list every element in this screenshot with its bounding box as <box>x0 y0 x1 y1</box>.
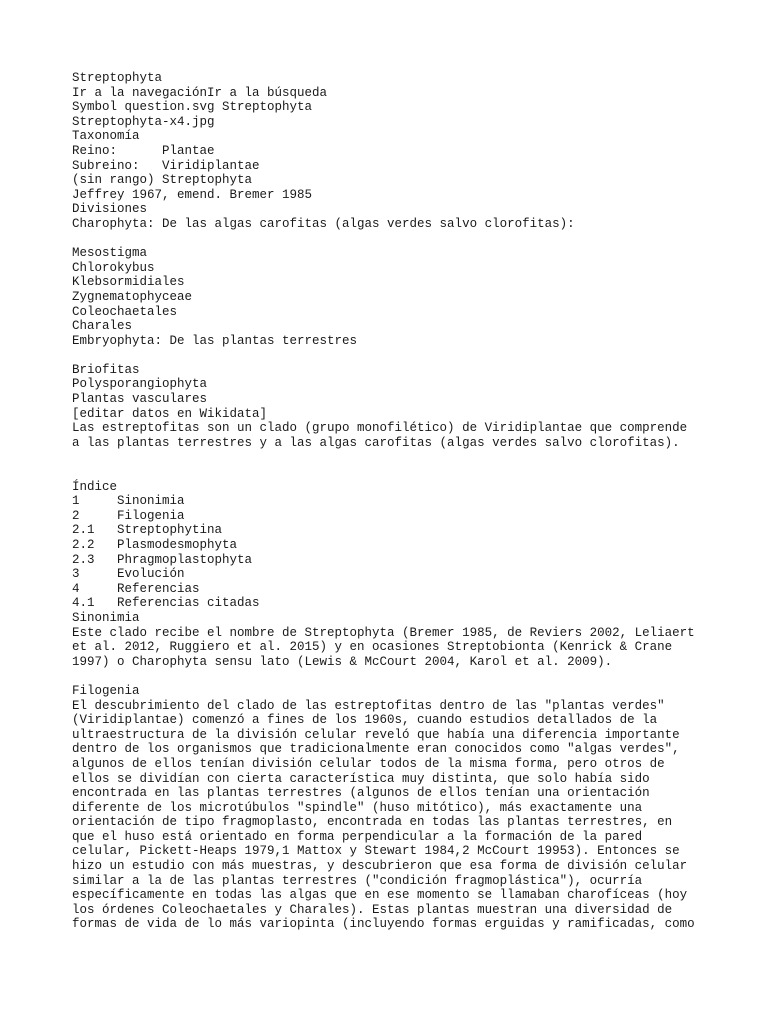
text-line: Polysporangiophyta <box>72 377 208 392</box>
text-line: celular, Pickett-Heaps 1979,1 Mattox y Stewart 1984,2 McCourt 19953). Entonces se <box>72 844 680 859</box>
text-line: Sinonimia <box>72 610 140 625</box>
blank-line <box>72 232 712 247</box>
text-line: Streptophyta <box>72 71 163 85</box>
text-line: Las estreptofitas son un clado (grupo monofilético) de Viridiplantae que comprende <box>72 421 688 436</box>
text-line: Klebsormidiales <box>72 275 185 290</box>
text-line: Este clado recibe el nombre de Streptophyta (Bremer 1985, de Reviers 2002, Leliaert <box>72 625 695 640</box>
text-line: similar a la de las plantas terrestres ("condición fragmoplástica"), ocurría <box>72 873 643 888</box>
text-line: ultraestructura de la división celular reveló que había una diferencia importante <box>72 727 680 742</box>
text-line: que el huso está orientado en forma perpendicular a la formación de la pared <box>72 829 643 844</box>
text-line: 4 Referencias <box>72 581 200 596</box>
text-line: específicamente en todas las algas que en ese momento se llamaban charofíceas (hoy <box>72 888 688 903</box>
text-line: Briofitas <box>72 362 140 377</box>
document-text <box>72 71 712 932</box>
blank-line <box>72 348 712 363</box>
text-line: Divisiones <box>72 202 148 217</box>
text-line: (sin rango) Streptophyta <box>72 173 253 188</box>
text-line: orientación de tipo fragmoplasto, encontrada en todas las plantas terrestres, en <box>72 815 673 830</box>
text-line: 2.3 Phragmoplastophyta <box>72 552 253 567</box>
text-line: dentro de los organismos que tradicionalmente eran conocidos como "algas verdes", <box>72 742 680 757</box>
text-line: El descubrimiento del clado de las estreptofitas dentro de las "plantas verdes" <box>72 698 665 713</box>
text-line: 2.2 Plasmodesmophyta <box>72 538 238 552</box>
blank-line <box>72 465 712 480</box>
text-line: Mesostigma <box>72 246 148 261</box>
text-line: 2 Filogenia <box>72 508 185 523</box>
text-line: Symbol question.svg Streptophyta <box>72 100 313 115</box>
text-line: 1 Sinonimia <box>72 494 185 509</box>
text-line: Coleochaetales <box>72 304 178 319</box>
text-line: Filogenia <box>72 683 140 698</box>
text-line: Embryophyta: De las plantas terrestres <box>72 333 358 348</box>
blank-line <box>72 669 712 684</box>
text-line: ellos se dividían con cierta característica muy distinta, que solo había sido <box>72 771 650 786</box>
text-line: los órdenes Coleochaetales y Charales). Estas plantas muestran una diversidad de <box>72 902 673 917</box>
text-line: hizo un estudio con más muestras, y descubrieron que esa forma de división celular <box>72 859 688 874</box>
blank-line <box>72 450 712 465</box>
text-line: et al. 2012, Ruggiero et al. 2015) y en ocasiones Streptobionta (Kenrick & Crane <box>72 640 673 655</box>
text-line: a las plantas terrestres y a las algas carofitas (algas verdes salvo clorofitas). <box>72 435 680 450</box>
text-line: formas de vida de lo más variopinta (incluyendo formas erguidas y ramificadas, como <box>72 917 695 932</box>
text-line: diferente de los microtúbulos "spindle" (huso mitótico), más exactamente una <box>72 800 643 815</box>
text-line: 1997) o Charophyta sensu lato (Lewis & McCourt 2004, Karol et al. 2009). <box>72 654 613 669</box>
text-line: 2.1 Streptophytina <box>72 523 223 538</box>
text-line: 4.1 Referencias citadas <box>72 596 260 611</box>
text-line: Zygnematophyceae <box>72 289 193 304</box>
text-line: Charales <box>72 319 133 334</box>
text-line: Jeffrey 1967, emend. Bremer 1985 <box>72 187 313 202</box>
text-line: 3 Evolución <box>72 567 185 582</box>
text-line: [editar datos en Wikidata] <box>72 406 268 421</box>
text-line: Taxonomía <box>72 129 140 144</box>
text-line: (Viridiplantae) comenzó a fines de los 1960s, cuando estudios detallados de la <box>72 713 658 728</box>
text-line: Charophyta: De las algas carofitas (algas verdes salvo clorofitas): <box>72 216 575 231</box>
text-line: algunos de ellos tenían división celular todos de la misma forma, pero otros de <box>72 756 665 771</box>
text-line: Chlorokybus <box>72 260 155 275</box>
text-line: Subreino: Viridiplantae <box>72 158 260 173</box>
text-line: Ir a la navegaciónIr a la búsqueda <box>72 85 328 100</box>
text-line: Reino: Plantae <box>72 143 215 158</box>
text-line: Plantas vasculares <box>72 392 208 407</box>
text-line: encontrada en las plantas terrestres (algunos de ellos tenían una orientación <box>72 786 650 801</box>
text-line: Streptophyta-x4.jpg <box>72 114 215 129</box>
text-line: Índice <box>72 479 118 494</box>
